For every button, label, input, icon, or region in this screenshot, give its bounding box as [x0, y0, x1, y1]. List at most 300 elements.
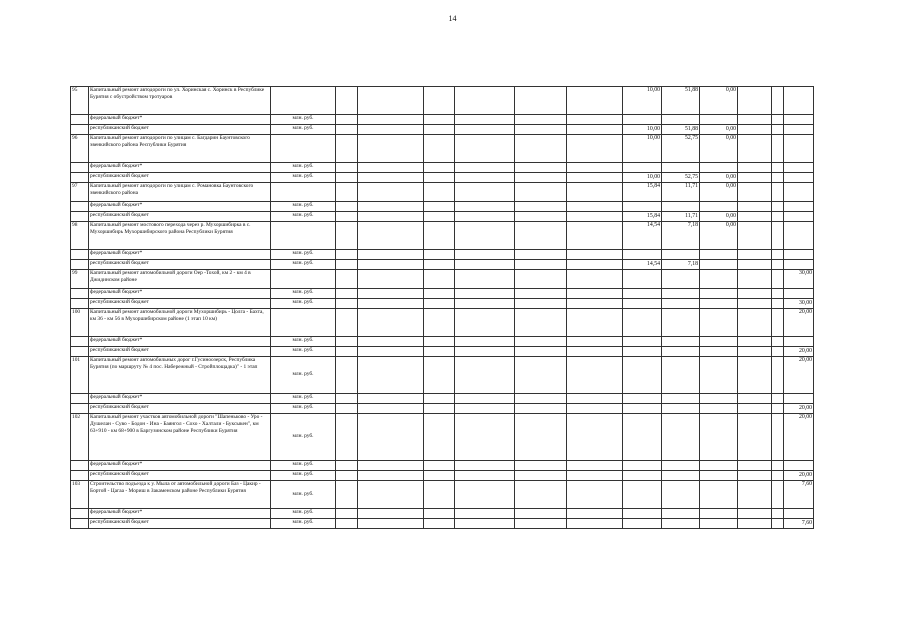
value-cell — [623, 250, 662, 260]
row-name-cell: республиканский бюджет — [89, 125, 271, 135]
value-cell — [784, 394, 814, 404]
row-name-cell: республиканский бюджет — [89, 260, 271, 270]
value-cell — [662, 337, 700, 347]
empty-cell — [358, 461, 424, 471]
row-name-cell: республиканский бюджет — [89, 173, 271, 183]
empty-cell — [336, 309, 358, 337]
value-cell — [700, 471, 738, 481]
empty-cell — [424, 202, 455, 212]
row-name-cell: республиканский бюджет — [89, 404, 271, 414]
empty-cell — [567, 87, 623, 115]
table-row — [71, 299, 814, 309]
value-cell: 0,00 — [700, 135, 738, 163]
empty-cell — [515, 115, 567, 125]
empty-cell — [515, 357, 567, 394]
unit-cell: млн. руб. — [271, 357, 336, 394]
empty-cell — [772, 260, 784, 270]
empty-cell — [738, 299, 772, 309]
empty-cell — [455, 461, 515, 471]
empty-cell — [358, 135, 424, 163]
value-cell — [623, 509, 662, 519]
empty-cell — [455, 337, 515, 347]
value-cell — [700, 337, 738, 347]
row-name-cell: республиканский бюджет — [89, 347, 271, 357]
empty-cell — [515, 163, 567, 173]
table-row — [71, 471, 814, 481]
empty-cell — [424, 481, 455, 509]
empty-cell — [738, 183, 772, 202]
budget-table — [70, 86, 814, 529]
empty-cell — [515, 461, 567, 471]
row-number-cell: 100 — [71, 309, 89, 337]
unit-cell: млн. руб. — [271, 202, 336, 212]
value-cell — [784, 135, 814, 163]
empty-cell — [738, 260, 772, 270]
value-cell: 51,88 — [662, 125, 700, 135]
empty-cell — [567, 270, 623, 289]
empty-cell — [336, 222, 358, 250]
empty-cell — [772, 357, 784, 394]
unit-cell: млн. руб. — [271, 461, 336, 471]
unit-cell: млн. руб. — [271, 414, 336, 461]
value-cell — [700, 481, 738, 509]
value-cell: 0,00 — [700, 173, 738, 183]
value-cell: 51,88 — [662, 87, 700, 115]
table-row — [71, 250, 814, 260]
empty-cell — [455, 471, 515, 481]
value-cell — [700, 270, 738, 289]
unit-cell: млн. руб. — [271, 250, 336, 260]
empty-cell — [738, 125, 772, 135]
row-number-cell — [71, 115, 89, 125]
empty-cell — [336, 125, 358, 135]
value-cell: 0,00 — [700, 183, 738, 202]
empty-cell — [515, 135, 567, 163]
value-cell — [784, 250, 814, 260]
value-cell — [662, 309, 700, 337]
value-cell — [623, 309, 662, 337]
row-name-cell: Строительство подъезда к у. Мыла от автомобильной дороги Баз - Цакир - Бортой - Цагаа - Мориш в Закаменском районе Республики Бурятия — [89, 481, 271, 509]
row-number-cell — [71, 337, 89, 347]
empty-cell — [455, 173, 515, 183]
value-cell — [700, 357, 738, 394]
value-cell — [700, 309, 738, 337]
table-row — [71, 222, 814, 250]
empty-cell — [424, 270, 455, 289]
table-row — [71, 87, 814, 115]
unit-cell: млн. руб. — [271, 404, 336, 414]
empty-cell — [515, 299, 567, 309]
empty-cell — [358, 115, 424, 125]
value-cell: 0,00 — [700, 125, 738, 135]
empty-cell — [772, 163, 784, 173]
value-cell: 0,00 — [700, 87, 738, 115]
table-row — [71, 260, 814, 270]
empty-cell — [772, 471, 784, 481]
value-cell — [662, 289, 700, 299]
value-cell — [662, 163, 700, 173]
empty-cell — [515, 202, 567, 212]
empty-cell — [424, 260, 455, 270]
empty-cell — [567, 250, 623, 260]
value-cell — [623, 394, 662, 404]
row-name-cell: федеральный бюджет* — [89, 509, 271, 519]
empty-cell — [738, 471, 772, 481]
unit-cell: млн. руб. — [271, 163, 336, 173]
value-cell: 14,54 — [623, 260, 662, 270]
empty-cell — [738, 173, 772, 183]
empty-cell — [772, 347, 784, 357]
value-cell — [623, 461, 662, 471]
unit-cell — [271, 87, 336, 115]
empty-cell — [358, 414, 424, 461]
empty-cell — [455, 509, 515, 519]
unit-cell: млн. руб. — [271, 115, 336, 125]
value-cell — [662, 202, 700, 212]
empty-cell — [567, 299, 623, 309]
value-cell — [623, 481, 662, 509]
table-row — [71, 461, 814, 471]
empty-cell — [515, 404, 567, 414]
empty-cell — [567, 414, 623, 461]
value-cell: 52,75 — [662, 173, 700, 183]
value-cell: 0,00 — [700, 222, 738, 250]
value-cell — [662, 347, 700, 357]
empty-cell — [772, 87, 784, 115]
empty-cell — [358, 337, 424, 347]
empty-cell — [336, 299, 358, 309]
table-row — [71, 394, 814, 404]
empty-cell — [738, 509, 772, 519]
empty-cell — [358, 163, 424, 173]
value-cell: 20,00 — [784, 471, 814, 481]
unit-cell — [271, 270, 336, 289]
empty-cell — [424, 212, 455, 222]
empty-cell — [424, 309, 455, 337]
value-cell — [700, 115, 738, 125]
value-cell — [623, 347, 662, 357]
empty-cell — [336, 414, 358, 461]
value-cell: 20,00 — [784, 404, 814, 414]
row-number-cell — [71, 212, 89, 222]
empty-cell — [772, 299, 784, 309]
table-row — [71, 481, 814, 509]
value-cell — [700, 163, 738, 173]
empty-cell — [424, 222, 455, 250]
empty-cell — [336, 461, 358, 471]
empty-cell — [738, 202, 772, 212]
empty-cell — [424, 519, 455, 529]
value-cell — [662, 250, 700, 260]
row-number-cell — [71, 125, 89, 135]
unit-cell: млн. руб. — [271, 471, 336, 481]
value-cell: 20,00 — [784, 414, 814, 461]
empty-cell — [455, 394, 515, 404]
empty-cell — [567, 394, 623, 404]
row-number-cell — [71, 347, 89, 357]
empty-cell — [515, 212, 567, 222]
empty-cell — [515, 519, 567, 529]
row-name-cell: федеральный бюджет* — [89, 250, 271, 260]
empty-cell — [772, 125, 784, 135]
empty-cell — [424, 87, 455, 115]
value-cell — [700, 414, 738, 461]
unit-cell: млн. руб. — [271, 260, 336, 270]
empty-cell — [455, 357, 515, 394]
table-row — [71, 347, 814, 357]
empty-cell — [567, 222, 623, 250]
empty-cell — [358, 250, 424, 260]
empty-cell — [424, 394, 455, 404]
table-row — [71, 337, 814, 347]
empty-cell — [336, 260, 358, 270]
empty-cell — [772, 414, 784, 461]
empty-cell — [567, 509, 623, 519]
value-cell — [784, 337, 814, 347]
empty-cell — [515, 337, 567, 347]
row-name-cell: Капитальный ремонт автодороги по улицам с. Романовка Баунтовского эвенкийского района — [89, 183, 271, 202]
table-row — [71, 289, 814, 299]
row-number-cell: 96 — [71, 135, 89, 163]
empty-cell — [515, 347, 567, 357]
empty-cell — [424, 115, 455, 125]
value-cell — [700, 202, 738, 212]
value-cell — [700, 519, 738, 529]
empty-cell — [455, 87, 515, 115]
empty-cell — [424, 250, 455, 260]
empty-cell — [336, 347, 358, 357]
empty-cell — [772, 202, 784, 212]
value-cell — [784, 125, 814, 135]
empty-cell — [515, 87, 567, 115]
unit-cell: млн. руб. — [271, 299, 336, 309]
row-number-cell: 101 — [71, 357, 89, 394]
empty-cell — [336, 87, 358, 115]
value-cell: 15,84 — [623, 183, 662, 202]
row-name-cell: федеральный бюджет* — [89, 115, 271, 125]
unit-cell: млн. руб. — [271, 173, 336, 183]
empty-cell — [738, 347, 772, 357]
row-name-cell: федеральный бюджет* — [89, 163, 271, 173]
value-cell — [700, 299, 738, 309]
empty-cell — [515, 270, 567, 289]
value-cell — [662, 115, 700, 125]
empty-cell — [336, 163, 358, 173]
unit-cell — [271, 222, 336, 250]
empty-cell — [738, 163, 772, 173]
value-cell — [662, 461, 700, 471]
value-cell — [623, 289, 662, 299]
value-cell: 14,54 — [623, 222, 662, 250]
empty-cell — [455, 414, 515, 461]
value-cell: 10,00 — [623, 173, 662, 183]
table-row — [71, 509, 814, 519]
row-number-cell — [71, 471, 89, 481]
empty-cell — [358, 212, 424, 222]
empty-cell — [336, 337, 358, 347]
row-name-cell: федеральный бюджет* — [89, 394, 271, 404]
empty-cell — [358, 309, 424, 337]
value-cell — [623, 163, 662, 173]
table-row — [71, 202, 814, 212]
empty-cell — [772, 222, 784, 250]
value-cell — [700, 461, 738, 471]
empty-cell — [567, 212, 623, 222]
empty-cell — [358, 404, 424, 414]
empty-cell — [358, 394, 424, 404]
empty-cell — [738, 87, 772, 115]
empty-cell — [358, 270, 424, 289]
unit-cell: млн. руб. — [271, 509, 336, 519]
table-row — [71, 183, 814, 202]
empty-cell — [455, 222, 515, 250]
empty-cell — [336, 509, 358, 519]
empty-cell — [772, 461, 784, 471]
empty-cell — [455, 309, 515, 337]
row-number-cell — [71, 394, 89, 404]
table-row — [71, 125, 814, 135]
empty-cell — [424, 404, 455, 414]
empty-cell — [358, 481, 424, 509]
empty-cell — [336, 394, 358, 404]
value-cell — [784, 202, 814, 212]
empty-cell — [738, 250, 772, 260]
empty-cell — [336, 519, 358, 529]
value-cell: 7,60 — [784, 519, 814, 529]
value-cell — [623, 299, 662, 309]
value-cell — [784, 509, 814, 519]
empty-cell — [738, 115, 772, 125]
value-cell — [623, 519, 662, 529]
unit-cell: млн. руб. — [271, 394, 336, 404]
empty-cell — [567, 115, 623, 125]
row-number-cell — [71, 202, 89, 212]
value-cell: 0,00 — [700, 212, 738, 222]
empty-cell — [567, 125, 623, 135]
empty-cell — [515, 394, 567, 404]
value-cell — [662, 481, 700, 509]
value-cell — [700, 404, 738, 414]
value-cell: 52,75 — [662, 135, 700, 163]
empty-cell — [738, 481, 772, 509]
value-cell — [700, 347, 738, 357]
row-number-cell: 98 — [71, 222, 89, 250]
row-name-cell: Капитальный ремонт участков автомобильной дороги "Шапеньково - Уро - Душелан - Суво - Бодон - Ина - Баянгол - Сохо - Халтали - Буксыкен", км 63+910 - км 68+900 в Баргузинском районе Республики Бурятия — [89, 414, 271, 461]
row-name-cell: Капитальный ремонт мостового перехода через р. Мухоршибирка в с. Мухоршибирь Мухоршибирского района Республики Бурятия — [89, 222, 271, 250]
table-row — [71, 519, 814, 529]
unit-cell: млн. руб. — [271, 481, 336, 509]
empty-cell — [358, 222, 424, 250]
empty-cell — [336, 481, 358, 509]
table-row — [71, 357, 814, 394]
empty-cell — [336, 183, 358, 202]
empty-cell — [567, 163, 623, 173]
empty-cell — [772, 394, 784, 404]
row-number-cell — [71, 173, 89, 183]
value-cell: 20,00 — [784, 357, 814, 394]
value-cell — [623, 404, 662, 414]
row-name-cell: республиканский бюджет — [89, 212, 271, 222]
value-cell — [662, 394, 700, 404]
empty-cell — [358, 289, 424, 299]
empty-cell — [772, 183, 784, 202]
value-cell — [784, 212, 814, 222]
table-row — [71, 309, 814, 337]
value-cell: 7,18 — [662, 260, 700, 270]
empty-cell — [424, 183, 455, 202]
unit-cell: млн. руб. — [271, 212, 336, 222]
row-name-cell: федеральный бюджет* — [89, 202, 271, 212]
value-cell — [700, 394, 738, 404]
empty-cell — [358, 509, 424, 519]
row-name-cell: Капитальный ремонт автомобильной дороги Оер -Тохой, км 2 - км 4 в Джидинском районе — [89, 270, 271, 289]
row-number-cell — [71, 289, 89, 299]
value-cell — [784, 183, 814, 202]
value-cell — [662, 404, 700, 414]
value-cell — [662, 509, 700, 519]
empty-cell — [336, 135, 358, 163]
unit-cell: млн. руб. — [271, 347, 336, 357]
empty-cell — [336, 270, 358, 289]
empty-cell — [455, 270, 515, 289]
row-number-cell: 95 — [71, 87, 89, 115]
row-name-cell: Капитальный ремонт автомобильной дороги Мухоршибирь - Цолга - Бахта, км 36 - км 56 в Мухоршибирском районе (1 этап 10 км) — [89, 309, 271, 337]
empty-cell — [455, 125, 515, 135]
empty-cell — [738, 519, 772, 529]
empty-cell — [738, 394, 772, 404]
empty-cell — [424, 173, 455, 183]
value-cell — [700, 250, 738, 260]
empty-cell — [567, 471, 623, 481]
empty-cell — [424, 509, 455, 519]
empty-cell — [515, 289, 567, 299]
empty-cell — [567, 481, 623, 509]
empty-cell — [455, 481, 515, 509]
empty-cell — [455, 183, 515, 202]
empty-cell — [455, 404, 515, 414]
empty-cell — [772, 212, 784, 222]
empty-cell — [455, 163, 515, 173]
row-name-cell: Капитальный ремонт автомобильных дорог г.Гусиноозерск, Республика Бурятия (по маршруту № 4 пос. Набережный - Стройплощадка)" - 1 этап — [89, 357, 271, 394]
row-name-cell: республиканский бюджет — [89, 299, 271, 309]
value-cell — [623, 202, 662, 212]
empty-cell — [336, 404, 358, 414]
table-body — [71, 87, 814, 529]
table-row — [71, 270, 814, 289]
value-cell — [662, 414, 700, 461]
value-cell: 11,71 — [662, 212, 700, 222]
empty-cell — [515, 173, 567, 183]
empty-cell — [515, 414, 567, 461]
empty-cell — [515, 481, 567, 509]
empty-cell — [738, 135, 772, 163]
unit-cell — [271, 183, 336, 202]
unit-cell: млн. руб. — [271, 125, 336, 135]
empty-cell — [738, 309, 772, 337]
value-cell — [623, 337, 662, 347]
empty-cell — [772, 250, 784, 260]
empty-cell — [772, 173, 784, 183]
value-cell — [784, 163, 814, 173]
empty-cell — [424, 414, 455, 461]
empty-cell — [336, 357, 358, 394]
empty-cell — [567, 337, 623, 347]
empty-cell — [738, 212, 772, 222]
row-number-cell: 99 — [71, 270, 89, 289]
value-cell: 10,00 — [623, 87, 662, 115]
value-cell — [662, 299, 700, 309]
empty-cell — [567, 309, 623, 337]
